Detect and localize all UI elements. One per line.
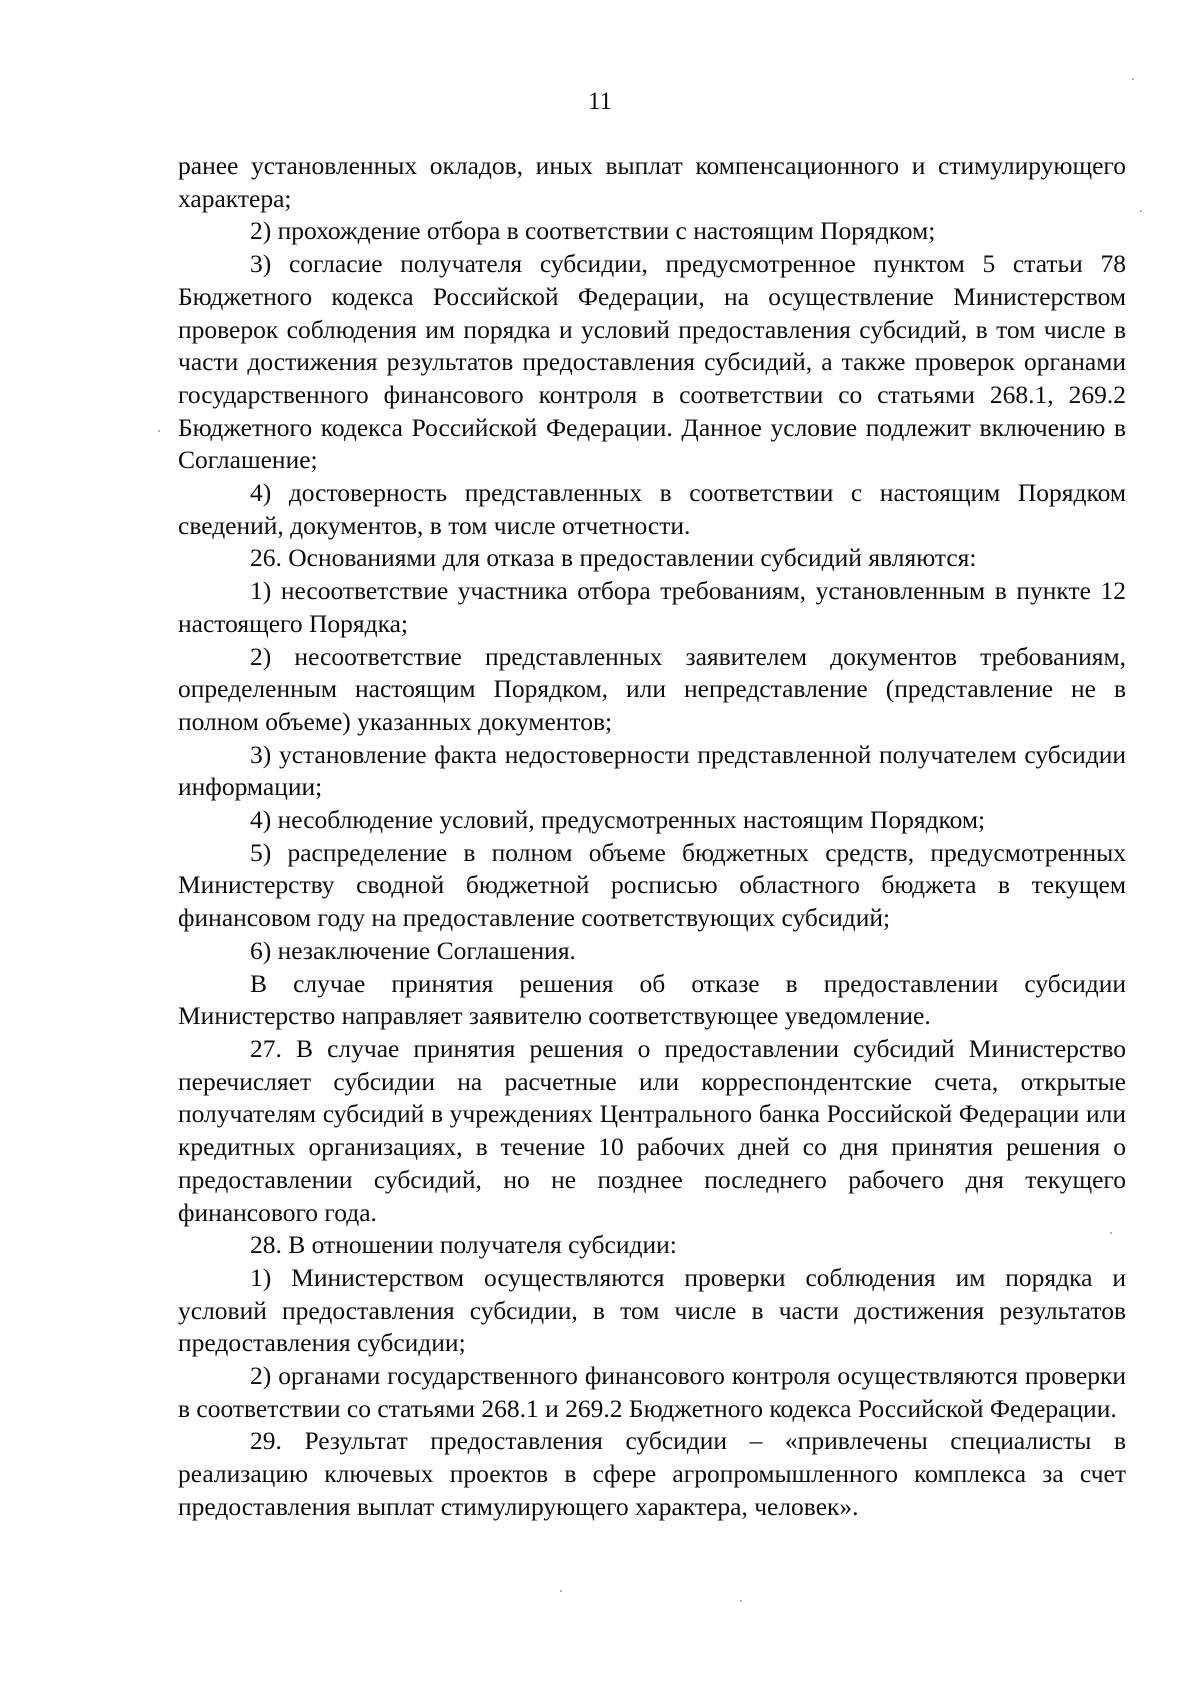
paragraph-section-26-item-3: 3) установление факта недостоверности представленной получателем субсидии информации; [178,739,1126,802]
paragraph-section-28-item-1: 1) Министерством осуществляются проверки соблюдения им порядка и условий предоставления субсидии, в том числе в части достижения результатов предоставления субсидии; [178,1262,1126,1358]
scan-speck [158,430,160,432]
paragraph-section-26: 26. Основаниями для отказа в предоставлении субсидий являются: [250,543,977,573]
paragraph-section-28-item-2: 2) органами государственного финансового контроля осуществляются проверки в соответствии со статьями 268.1 и 269.2 Бюджетного кодекса Российской Федерации. [178,1361,1126,1423]
paragraph-section-26-item-1: 1) несоответствие участника отбора требованиям, установленным в пункте 12 настоящего Порядка; [178,576,1126,638]
paragraph-item-2: 2) прохождение отбора в соответствии с настоящим Порядком; [250,216,936,246]
document-body [178,150,1126,1524]
paragraph-refusal-notice: В случае принятия решения об отказе в предоставлении субсидии Министерство направляет заявителю соответствующее уведомление. [178,968,1126,1031]
scan-speck [560,1590,562,1592]
scan-speck [1140,210,1142,212]
paragraph-section-26-item-5: 5) распределение в полном объеме бюджетных средств, предусмотренных Министерству сводной бюджетной росписью областного бюджета в текущем финансовом году на предоставление соответствующих субсидий; [178,837,1126,933]
scan-speck [1132,78,1134,80]
paragraph-item-4: 4) достоверность представленных в соответствии с настоящим Порядком сведений, документов, в том числе отчетности. [178,478,1126,540]
page-number: 11 [587,88,613,115]
paragraph-section-28: 28. В отношении получателя субсидии: [250,1230,677,1260]
paragraph-section-26-item-4: 4) несоблюдение условий, предусмотренных настоящим Порядком; [250,805,986,835]
paragraph-item-3: 3) согласие получателя субсидии, предусмотренное пунктом 5 статьи 78 Бюджетного кодекса Российской Федерации, на осуществление Министерством проверок соблюдения им порядка и условий предоставления субсидий, в том числе в части достижения результатов предоставления субсидий, а также проверок органами государственного финансового контроля в соответствии со статьями 268.1, 269.2 Бюджетного кодекса Российской Федерации. Данное условие подлежит включению в Соглашение; [178,249,1126,475]
paragraph-section-27: 27. В случае принятия решения о предоставлении субсидий Министерство перечисляет субсидии на расчетные или корреспондентские счета, открытые получателям субсидий в учреждениях Центрального банка Российской Федерации или кредитных организациях, в течение 10 рабочих дней со дня принятия решения о предоставлении субсидий, но не позднее последнего рабочего дня текущего финансового года. [178,1033,1126,1227]
paragraph-section-29: 29. Результат предоставления субсидии – «привлечены специалисты в реализацию ключевых проектов в сфере агропромышленного комплекса за счет предоставления выплат стимулирующего характера, человек». [178,1426,1126,1521]
scan-speck [740,1600,742,1602]
paragraph-section-26-item-6: 6) незаключение Соглашения. [250,935,576,965]
scan-speck [1110,1232,1112,1234]
paragraph-continuation: ранее установленных окладов, иных выплат компенсационного и стимулирующего характера; [178,151,1126,213]
paragraph-section-26-item-2: 2) несоответствие представленных заявителем документов требованиям, определенным настоящим Порядком, или непредставление (представление не в полном объеме) указанных документов; [178,641,1126,736]
